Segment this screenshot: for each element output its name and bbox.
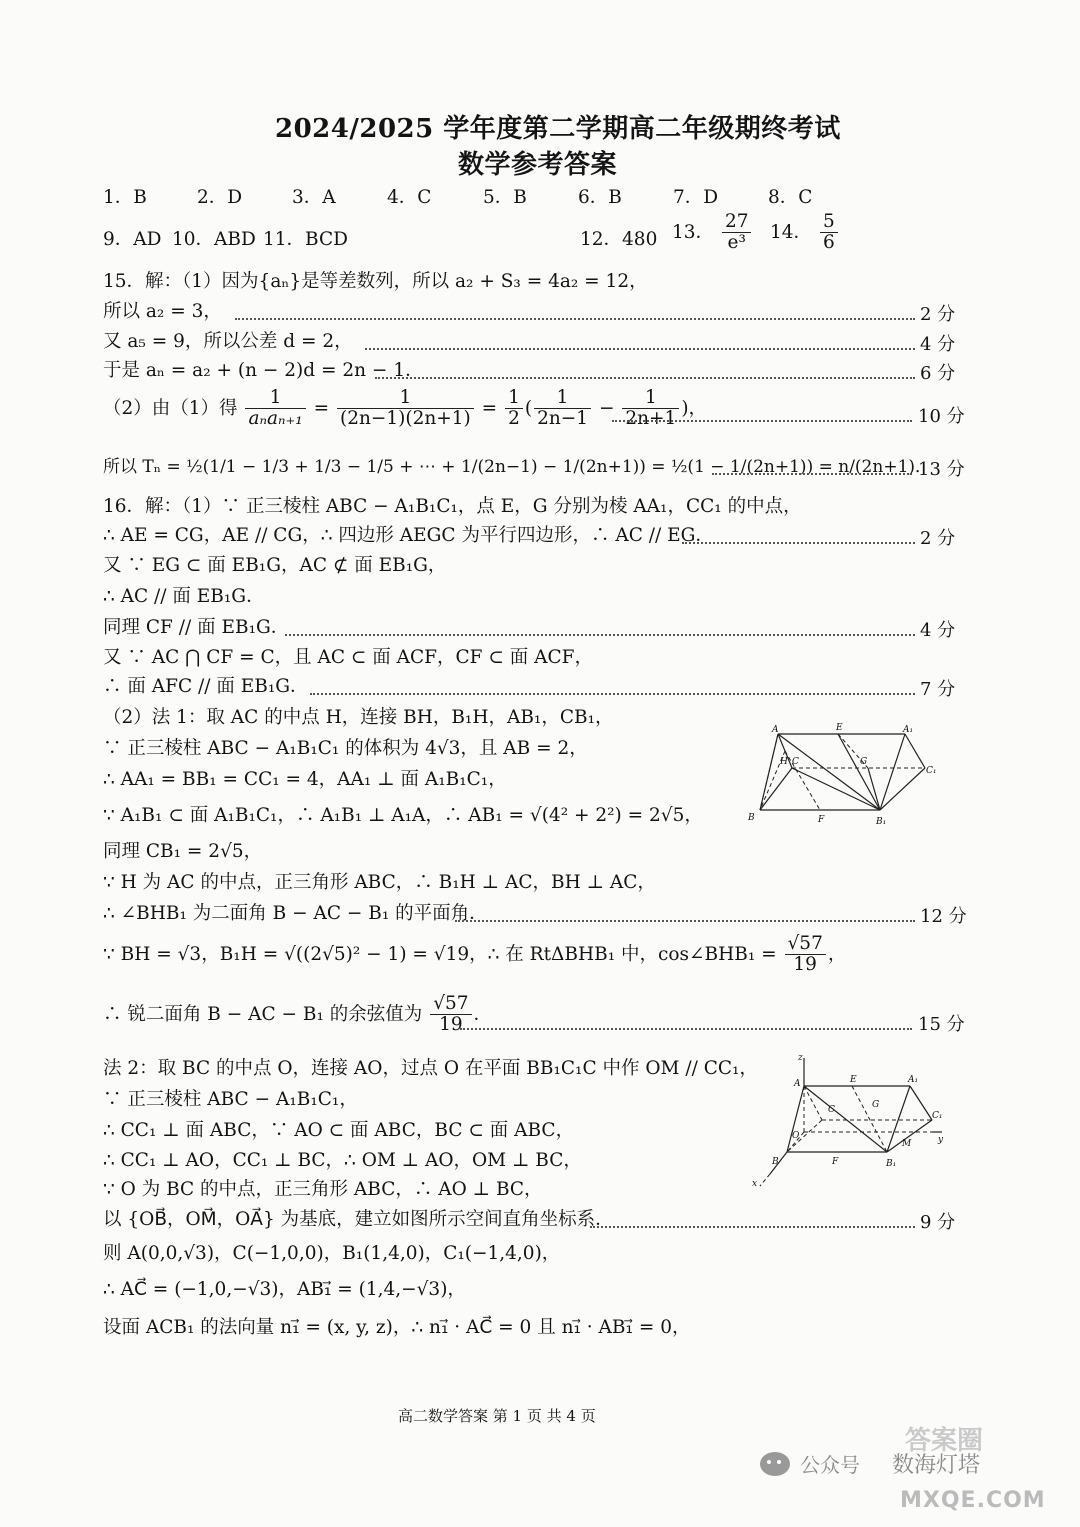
q16-line-10: ∴ AA₁ = BB₁ = CC₁ = 4，AA₁ ⊥ 面 A₁B₁C₁， bbox=[103, 769, 507, 790]
fraction bbox=[534, 388, 591, 430]
leader-dots bbox=[712, 473, 912, 475]
answer-12: 12．480 bbox=[580, 229, 658, 250]
q15-line-1: 15．解：（1）因为{aₙ}是等差数列，所以 a₂ + S₃ = 4a₂ = 12， bbox=[103, 271, 648, 292]
q16-line-1: 16．解：（1）∵ 正三棱柱 ABC − A₁B₁C₁，点 E，G 分别为棱 AA₁，CC₁ 的中点， bbox=[103, 496, 802, 517]
answer-10: 10．ABD bbox=[172, 229, 256, 250]
figure-label: C₁ bbox=[932, 1111, 943, 1121]
fraction bbox=[337, 388, 474, 430]
leader-dots bbox=[310, 693, 915, 695]
leader-dots bbox=[612, 420, 912, 422]
numerator: 1 bbox=[534, 388, 591, 409]
answer-13-denominator: e³ bbox=[727, 232, 746, 254]
q16-line-16 bbox=[103, 994, 492, 1036]
answer-8: 8．C bbox=[768, 187, 813, 208]
leader-dots bbox=[590, 1226, 915, 1228]
answer-13-label: 13． bbox=[672, 221, 715, 243]
answer-2: 2．D bbox=[197, 187, 243, 208]
q16-line-9: ∵ 正三棱柱 ABC − A₁B₁C₁ 的体积为 4√3，且 AB = 2， bbox=[103, 738, 588, 759]
score: 4 分 bbox=[920, 620, 956, 641]
q16-line-21: ∵ O 为 BC 的中点，正三角形 ABC，∴ AO ⊥ BC， bbox=[103, 1179, 543, 1200]
q16-line-6: 又 ∵ AC ⋂ CF = C，且 AC ⊂ 面 ACF，CF ⊂ 面 ACF， bbox=[103, 647, 593, 668]
q16-line-7: ∴ 面 AFC // 面 EB₁G． bbox=[103, 676, 309, 697]
answer-5: 5．B bbox=[483, 187, 527, 208]
q15-part2-lead: （2）由（1）得 bbox=[103, 397, 238, 419]
answer-7: 7．D bbox=[673, 187, 719, 208]
q15-line-3: 又 a₅ = 9，所以公差 d = 2， bbox=[103, 331, 353, 352]
answer-4: 4．C bbox=[387, 187, 432, 208]
q16-line-24: ∴ AC⃗ = (−1,0,−√3)，AB₁⃗ = (1,4,−√3)， bbox=[103, 1279, 466, 1300]
figure-label: x bbox=[752, 1179, 758, 1189]
figure-label: C bbox=[828, 1105, 835, 1115]
watermark-site: MXQE.COM bbox=[900, 1488, 1046, 1513]
numerator: √57 bbox=[785, 934, 826, 955]
page-title: 2024/2025 学年度第二学期高二年级期终考试 bbox=[275, 114, 841, 144]
answer-14-fraction bbox=[820, 212, 838, 254]
figure-label: A bbox=[772, 725, 779, 735]
cos-expression: ∵ BH = √3，B₁H = √((2√5)² − 1) = √19，∴ 在 RtΔBHB₁ 中，cos∠BHB₁ = bbox=[103, 943, 777, 965]
leader-dots bbox=[682, 542, 915, 544]
figure-label: A₁ bbox=[903, 725, 914, 735]
q16-line-17: 法 2：取 BC 的中点 O，连接 AO，过点 O 在平面 BB₁C₁C 中作 OM // CC₁， bbox=[103, 1058, 758, 1079]
q15-line-6: 所以 Tₙ = ½(1/1 − 1/3 + 1/3 − 1/5 + ⋯ + 1/(2n−1) − 1/(2n+1)) = ½(1 − 1/(2n+1)) = n/(2n+1)． bbox=[103, 457, 933, 477]
answer-14 bbox=[770, 212, 840, 254]
figure-label: G bbox=[860, 757, 868, 767]
score: 9 分 bbox=[920, 1212, 956, 1233]
answer-13-fraction bbox=[722, 212, 752, 254]
figure-label: G bbox=[872, 1100, 880, 1110]
score: 15 分 bbox=[918, 1014, 965, 1035]
score: 2 分 bbox=[920, 304, 956, 325]
figure-label: E bbox=[836, 723, 843, 733]
figure-label: M bbox=[902, 1139, 912, 1149]
watermark-brand: 答案圈 bbox=[905, 1426, 984, 1456]
denominator: (2n−1)(2n+1) bbox=[339, 408, 471, 430]
q16-line-18: ∵ 正三棱柱 ABC − A₁B₁C₁， bbox=[103, 1089, 358, 1110]
numerator: 1 bbox=[505, 388, 523, 409]
score: 6 分 bbox=[920, 363, 956, 384]
leader-dots bbox=[455, 920, 915, 922]
page-subtitle: 数学参考答案 bbox=[458, 150, 618, 180]
answer-6: 6．B bbox=[578, 187, 622, 208]
q16-line-4: ∴ AC // 面 EB₁G． bbox=[103, 586, 265, 607]
answer-11: 11．BCD bbox=[263, 229, 348, 250]
page-footer: 高二数学答案 第 1 页 共 4 页 bbox=[398, 1407, 596, 1425]
denominator: 2 bbox=[508, 408, 520, 430]
q16-line-22: 以 {OB⃗，OM⃗，OA⃗} 为基底，建立如图所示空间直角坐标系． bbox=[103, 1209, 614, 1230]
numerator: 1 bbox=[337, 388, 474, 409]
answer-13-numerator: 27 bbox=[722, 212, 752, 233]
cosine-answer-lead: ∴ 锐二面角 B − AC − B₁ 的余弦值为 bbox=[103, 1003, 423, 1025]
account-name: 数海灯塔 bbox=[892, 1453, 981, 1478]
q16-line-3: 又 ∵ EG ⊂ 面 EB₁G，AC ⊄ 面 EB₁G， bbox=[103, 555, 447, 576]
leader-dots bbox=[285, 634, 915, 636]
figure-label: y bbox=[938, 1135, 944, 1145]
numerator: √57 bbox=[430, 994, 471, 1015]
q16-line-14: ∴ ∠BHB₁ 为二面角 B − AC − B₁ 的平面角． bbox=[103, 903, 488, 924]
figure-label: O bbox=[792, 1131, 800, 1141]
answer-1: 1．B bbox=[103, 187, 147, 208]
leader-dots bbox=[460, 1028, 912, 1030]
punct: ． bbox=[473, 1003, 493, 1025]
answer-14-denominator: 6 bbox=[822, 232, 835, 254]
q16-line-12: 同理 CB₁ = 2√5， bbox=[103, 841, 263, 862]
fraction bbox=[785, 934, 826, 976]
q16-line-5: 同理 CF // 面 EB₁G． bbox=[103, 617, 290, 638]
figure-label: B bbox=[772, 1157, 779, 1167]
punct: ， bbox=[827, 943, 847, 965]
denominator: 19 bbox=[793, 954, 817, 976]
figure-label: B₁ bbox=[876, 817, 887, 827]
paren-close: )， bbox=[681, 397, 708, 419]
denominator: 2n−1 bbox=[537, 408, 589, 430]
denominator: aₙaₙ₊₁ bbox=[248, 408, 303, 430]
wechat-icon bbox=[760, 1452, 790, 1476]
q16-line-20: ∴ CC₁ ⊥ AO，CC₁ ⊥ BC，∴ OM ⊥ AO，OM ⊥ BC， bbox=[103, 1150, 582, 1171]
numerator: 1 bbox=[245, 388, 305, 409]
figure-label: B bbox=[748, 813, 755, 823]
figure-label: z bbox=[798, 1053, 803, 1063]
prism-figure-2 bbox=[742, 1052, 952, 1192]
leader-dots bbox=[375, 377, 915, 379]
q16-line-8: （2）法 1：取 AC 的中点 H，连接 BH，B₁H，AB₁，CB₁， bbox=[103, 707, 614, 728]
denominator: 19 bbox=[439, 1014, 463, 1036]
denominator: 2n+1 bbox=[625, 408, 677, 430]
figure-label: B₁ bbox=[886, 1159, 897, 1169]
q16-line-2: ∴ AE = CG，AE // CG，∴ 四边形 AEGC 为平行四边形，∴ AC // EG． bbox=[103, 525, 714, 546]
figure-label: C bbox=[792, 757, 799, 767]
q15-line-5 bbox=[103, 388, 707, 430]
answer-14-label: 14． bbox=[770, 221, 813, 243]
minus-sign: − bbox=[598, 397, 615, 419]
answer-13 bbox=[672, 212, 753, 254]
score: 12 分 bbox=[920, 906, 967, 927]
equals-sign: = bbox=[481, 397, 498, 419]
q16-line-15 bbox=[103, 934, 846, 976]
leader-dots bbox=[365, 348, 915, 350]
score: 4 分 bbox=[920, 334, 956, 355]
q16-line-19: ∴ CC₁ ⊥ 面 ABC，∵ AO ⊂ 面 ABC，BC ⊂ 面 ABC， bbox=[103, 1120, 575, 1141]
figure-label: A bbox=[794, 1079, 801, 1089]
q15-line-4: 于是 aₙ = a₂ + (n − 2)d = 2n − 1． bbox=[103, 360, 424, 381]
score: 2 分 bbox=[920, 528, 956, 549]
figure-label: E bbox=[850, 1075, 857, 1085]
wechat-label: 公众号 bbox=[800, 1453, 860, 1477]
fraction bbox=[622, 388, 679, 430]
fraction bbox=[245, 388, 305, 430]
prism-figure-1 bbox=[740, 718, 950, 830]
score: 10 分 bbox=[918, 406, 965, 427]
paren: ( bbox=[524, 397, 533, 419]
score: 7 分 bbox=[920, 679, 956, 700]
answer-3: 3．A bbox=[292, 187, 336, 208]
q16-line-13: ∵ H 为 AC 的中点，正三角形 ABC，∴ B₁H ⊥ AC，BH ⊥ AC， bbox=[103, 872, 656, 893]
fraction bbox=[505, 388, 523, 430]
figure-label: F bbox=[832, 1157, 839, 1167]
q16-line-11: ∵ A₁B₁ ⊂ 面 A₁B₁C₁，∴ A₁B₁ ⊥ A₁A，∴ AB₁ = √(4² + 2²) = 2√5， bbox=[103, 805, 703, 826]
q15-line-2: 所以 a₂ = 3， bbox=[103, 301, 222, 322]
figure-label: C₁ bbox=[926, 766, 937, 776]
score: 13 分 bbox=[918, 459, 965, 480]
equals-sign: = bbox=[313, 397, 330, 419]
q16-line-25: 设面 ACB₁ 的法向量 n₁⃗ = (x, y, z)，∴ n₁⃗ · AC⃗ = 0 且 n₁⃗ · AB₁⃗ = 0， bbox=[103, 1317, 691, 1338]
figure-label: H bbox=[780, 757, 788, 767]
numerator: 1 bbox=[622, 388, 679, 409]
q16-line-23: 则 A(0,0,√3)，C(−1,0,0)，B₁(1,4,0)，C₁(−1,4,0)， bbox=[103, 1243, 561, 1264]
figure-label: A₁ bbox=[908, 1075, 919, 1085]
answer-14-numerator: 5 bbox=[820, 212, 838, 233]
leader-dots bbox=[235, 318, 915, 320]
answer-9: 9．AD bbox=[103, 229, 162, 250]
figure-label: F bbox=[818, 815, 825, 825]
